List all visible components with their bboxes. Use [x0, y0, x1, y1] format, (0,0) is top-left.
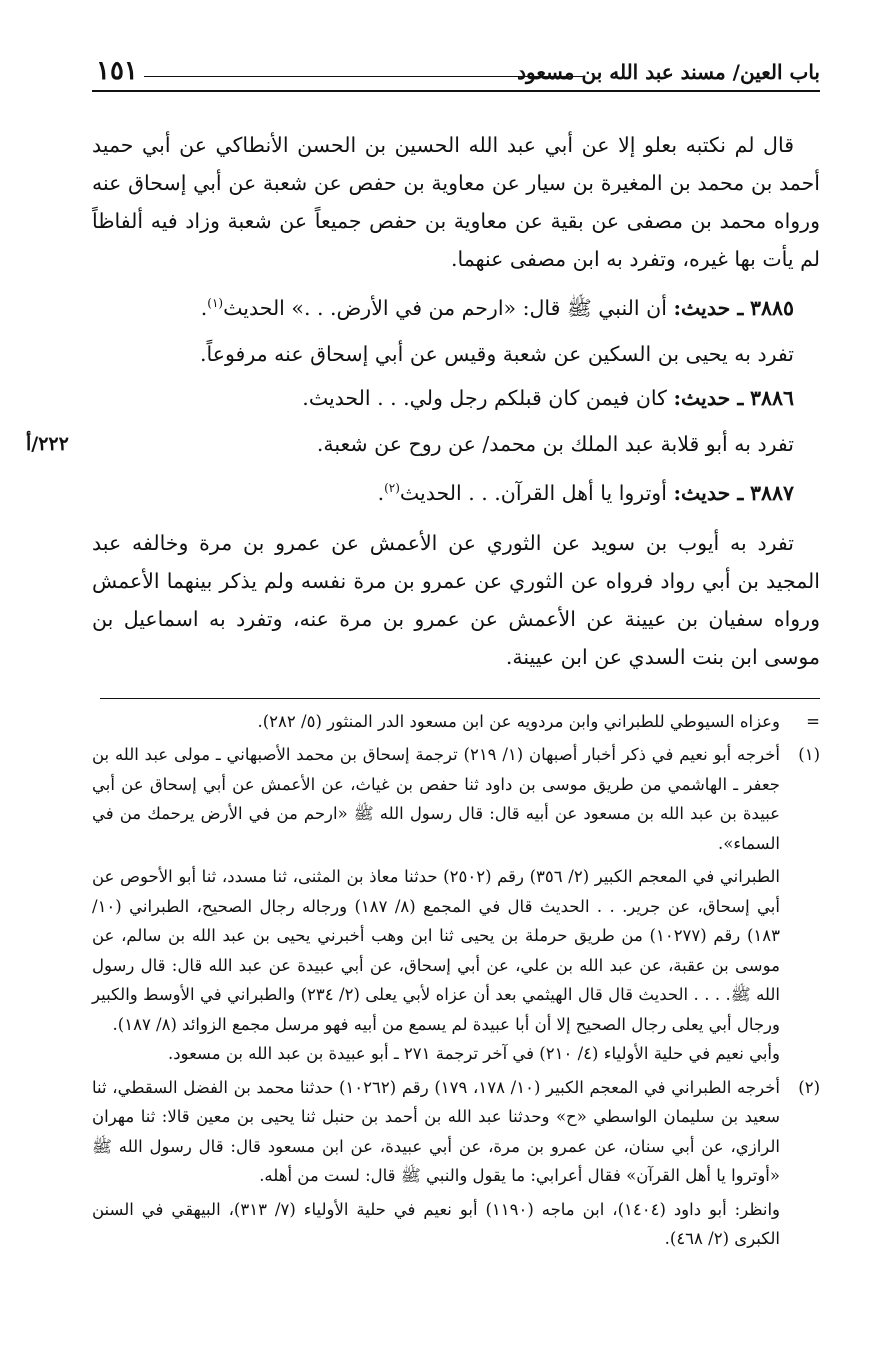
hadith-number: ٣٨٨٥: [749, 295, 794, 320]
hadith-text: أن النبي ﷺ قال: «ارحم من في الأرض. . .» الحديث: [223, 295, 667, 320]
hadith-end: .: [200, 295, 208, 320]
manuscript-folio-ref: ٢٢٢/أ: [26, 432, 69, 455]
intro-paragraph: قال لم نكتبه بعلو إلا عن أبي عبد الله الحسين بن الحسن الأنطاكي عن أبي حميد أحمد بن محمد بن المغيرة بن سيار عن معاوية بن حفص عن شعبة عن أبي إسحاق عنه ورواه محمد بن مصفى عن بقية عن معاوية بن حفص جميعاً عن شعبة وزاد فيه ألفاظاً لم يأت بها غيره، وتفرد به ابن مصفى عنهما.: [92, 133, 820, 271]
footnote-2-continued: وانظر: أبو داود (١٤٠٤)، ابن ماجه (١١٩٠) أبو نعيم في حلية الأولياء (٧/ ٣١٣)، البيهقي في السنن الكبرى (٢/ ٤٦٨).: [92, 1199, 780, 1249]
page-header: [92, 48, 820, 92]
page-number: ١٥١: [96, 56, 138, 86]
hadith-text: أوتروا يا أهل القرآن. . . الحديث: [399, 480, 667, 505]
hadith-end: .: [377, 480, 385, 505]
footnote-marker: =: [806, 711, 820, 731]
hadith-text: كان فيمن كان قبلكم رجل ولي. . . الحديث.: [302, 385, 667, 410]
note-3887: تفرد به أيوب بن سويد عن الثوري عن الأعمش عن عمرو بن مرة وخالفه عبد المجيد بن أبي رواد فرواه عن الثوري عن عمرو بن مرة نفسه ولم يذكر بينهما الأعمش ورواه سفيان بن عيينة عن الأعمش عن عمرو بن مرة عنه، وتفرد به اسماعيل بن موسى ابن بنت السدي عن ابن عيينة.: [92, 530, 820, 669]
chapter-title: باب العين/ مسند عبد الله بن مسعود: [517, 60, 820, 84]
header-rule: [144, 76, 585, 77]
main-text: [26, 126, 820, 676]
footnote-marker: (٢): [798, 1077, 820, 1097]
footnote-text: أخرجه الطبراني في المعجم الكبير (١٠/ ١٧٨، ١٧٩) رقم (١٠٢٦٢) حدثنا محمد بن الفضل السقطي، ثنا سعيد بن سليمان الواسطي «ح» وحدثنا عبد الله بن أحمد بن حنبل ثنا يحيى بن معين قالا: ثنا مهران الرازي، عن أبي سنان، عن عمرو بن مرة، عن أبي عبيدة، عن ابن مسعود قال: قال رسول الله ﷺ «أوتروا يا أهل القرآن» فقال أعرابي: ما يقول والنبي ﷺ قال: لست من أهله.: [92, 1077, 780, 1186]
hadith-keyword: ـ حديث:: [673, 295, 744, 320]
footnote-marker: (١): [798, 745, 820, 765]
footnote-text: أخرجه أبو نعيم في ذكر أخبار أصبهان (١/ ٢١٩) ترجمة إسحاق بن محمد الأصبهاني ـ مولى عبد الله بن جعفر ـ الهاشمي من طريق موسى بن داود ثنا حفص بن غياث، عن الأعمش عن أبي إسحاق عن أبي عبيدة بن عبد الله بن مسعود عن أبيه قال: قال رسول الله ﷺ «ارحم من في الأرض يرحمك من في السماء».: [92, 745, 780, 853]
footnote-carryover: [92, 707, 820, 737]
footnotes: [92, 707, 820, 1254]
footnote-separator: [100, 698, 820, 699]
footnote-ref-1[interactable]: (١): [207, 296, 224, 310]
note-text: تفرد به أبو قلابة عبد الملك بن محمد/ عن روح عن شعبة.: [316, 431, 794, 456]
hadith-3886: [92, 379, 820, 417]
note-3886: [26, 425, 820, 463]
footnote-2: [92, 1073, 820, 1191]
hadith-keyword: ـ حديث:: [673, 480, 744, 505]
note-3885: تفرد به يحيى بن السكين عن شعبة وقيس عن أبي إسحاق عنه مرفوعاً.: [199, 341, 794, 366]
hadith-keyword: ـ حديث:: [673, 385, 744, 410]
footnote-1: [92, 740, 820, 858]
footnote-text: وعزاه السيوطي للطبراني وابن مردويه عن ابن مسعود الدر المنثور (٥/ ٢٨٢).: [257, 711, 780, 731]
hadith-number: ٣٨٨٧: [749, 480, 794, 505]
book-page: [26, 48, 820, 1254]
footnote-ref-2[interactable]: (٢): [384, 480, 400, 495]
hadith-3885: [92, 284, 820, 327]
hadith-number: ٣٨٨٦: [749, 385, 794, 410]
footnote-1-continued: الطبراني في المعجم الكبير (٢/ ٣٥٦) رقم (٢٥٠٢) حدثنا معاذ بن المثنى، ثنا مسدد، ثنا أبو الأحوص عن أبي إسحاق، عن جرير. . . الحديث قال في المجمع (٨/ ١٨٧) ورجاله رجال الصحيح، الطبراني (١٠/ ١٨٣) رقم (١٠٢٧٧) من طريق حرملة بن يحيى ثنا ابن وهب أخبرني يحيى بن عبد الله بن سالم، عن موسى بن عقبة، عن عبد الله بن علي، عن أبي إسحاق، عن أبي عبيدة عن عبد الله قال: قال رسول الله ﷺ. . . . الحديث قال قال الهيثمي بعد أن عزاه لأبي يعلى (٢/ ٢٣٤) والطبراني في الأوسط والكبير ورجال أبي يعلى رجال الصحيح إلا أن أبا عبيدة لم يسمع من أبيه فهو مرسل مجمع الزوائد (٨/ ١٨٧).: [92, 867, 781, 1034]
footnote-1-continued: وأبي نعيم في حلية الأولياء (٤/ ٢١٠) في آخر ترجمة ٢٧١ ـ أبو عبيدة بن عبد الله بن مسعود.: [167, 1044, 780, 1064]
hadith-3887: [92, 469, 820, 512]
